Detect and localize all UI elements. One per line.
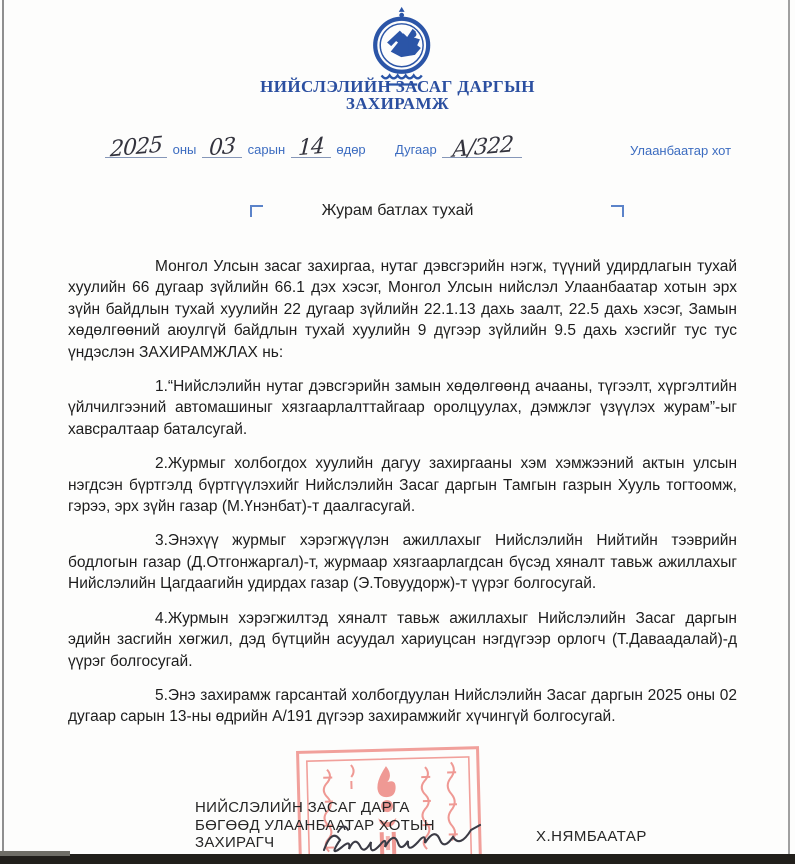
month-blank	[202, 133, 242, 162]
year-blank	[105, 132, 167, 163]
org-title-line1: НИЙСЛЭЛИЙН ЗАСАГ ДАРГЫН	[260, 77, 535, 96]
scan-edge-right	[788, 0, 790, 864]
signatory-title-line1: НИЙСЛЭЛИЙН ЗАСАГ ДАРГА	[195, 799, 410, 816]
paragraph-preamble: Монгол Улсын засаг захиргаа, нутаг дэвсгэрийн нэгж, түүний удирдлагын тухай хуулийн 66 дугаар зүйлийн 66.1 дэх хэсэг, Монгол Улсын нийслэл Улаанбаатар хотын эрх зүйн байдлын тухай хуулийн 22 дугаар зүйлийн 22.1.13 дахь заалт, 22.5 дахь хэсэг, Замын хөдөлгөөний аюулгүй байдлын тухай хуулийн 9 дүгээр зүйлийн 9.5 дахь хэсгийг тус тус үндэслэн ЗАХИРАМЖЛАХ нь:	[68, 258, 737, 361]
signatory-title-line3: ЗАХИРАГЧ	[195, 834, 275, 852]
document-header-title	[0, 78, 795, 112]
paragraph-1: 1.“Нийслэлийн нутаг дэвсгэрийн замын хөдөлгөөнд ачааны, түгээлт, хүргэлтийн үйлчилгээний автомашиныг хязгаарлалттайгаар оролцуулах, дэмжлэг үзүүлэх журам”-ыг хавсралтаар баталсугай.	[68, 378, 737, 438]
year-value-handwritten: 2025	[109, 132, 163, 163]
paragraph-2: 2.Журмыг холбогдох хуулийн дагуу захиргааны хэм хэмжээний актын улсын нэгдсэн бүртгэлд бүртгүүлэхийг Нийслэлийн Засаг даргын Тамгын газрын Хууль тогтоомж, гэрээ, эрх зүйн газар (М.Үнэнбат)-т даалгасугай.	[68, 455, 737, 516]
month-label: сарын	[247, 142, 286, 157]
paragraph-5: 5.Энэ захирамж гарсантай холбогдуулан Нийслэлийн Засаг даргын 2025 оны 02 дугаар сарын 13-ны өдрийн А/191 дүгээр захирамжийг хүчингүй болгосугай.	[68, 686, 737, 726]
scan-edge-left	[2, 0, 4, 864]
day-label: өдөр	[336, 142, 366, 157]
number-value-handwritten: А/322	[451, 132, 514, 163]
date-number-row	[0, 131, 795, 169]
paragraph-4: 4.Журмын хэрэгжилтэд хяналт тавьж ажиллахыг Нийслэлийн Засаг даргын эдийн засгийн хөгжил, дэд бүтцийн асуудал хариуцсан нэгдүгээр орлогч (Т.Даваадалай)-д үүрэг болгосугай.	[68, 609, 737, 670]
number-label: Дугаар	[395, 142, 437, 157]
decree-number-field	[395, 132, 524, 163]
city-label: Улаанбаатар хот	[630, 143, 732, 158]
org-title-line2: ЗАХИРАМЖ	[345, 94, 450, 113]
paragraph-3: 3.Энэхүү журмыг хэрэгжүүлэн ажиллахыг Нийслэлийн Нийтийн тээврийн бодлогын газар (Д.Отгонжаргал)-т, журмаар хязгаарлагдсан бүсэд хяналт тавьж ажиллахыг Нийслэлийн Цагдаагийн удирдах газар (Э.Товуудорж)-т үүрэг болгосугай.	[68, 532, 737, 593]
date-fields	[103, 132, 366, 163]
subject-row	[0, 202, 795, 228]
signatory-title-line2: БӨГӨӨД УЛААНБААТАР ХОТЫН	[195, 816, 435, 834]
year-label: оны	[172, 142, 197, 157]
number-blank	[442, 132, 522, 163]
document-subject: Журам батлах тухай	[321, 202, 474, 219]
signatory-name: Х.НЯМБААТАР	[536, 828, 647, 845]
scan-edge-bottom-notch	[0, 851, 70, 856]
day-blank	[291, 133, 331, 162]
day-value-handwritten: 14	[297, 133, 325, 162]
document-body	[68, 256, 737, 741]
scan-edge-bottom	[0, 854, 795, 864]
corner-bracket-right-icon	[611, 205, 624, 217]
month-value-handwritten: 03	[208, 133, 236, 162]
